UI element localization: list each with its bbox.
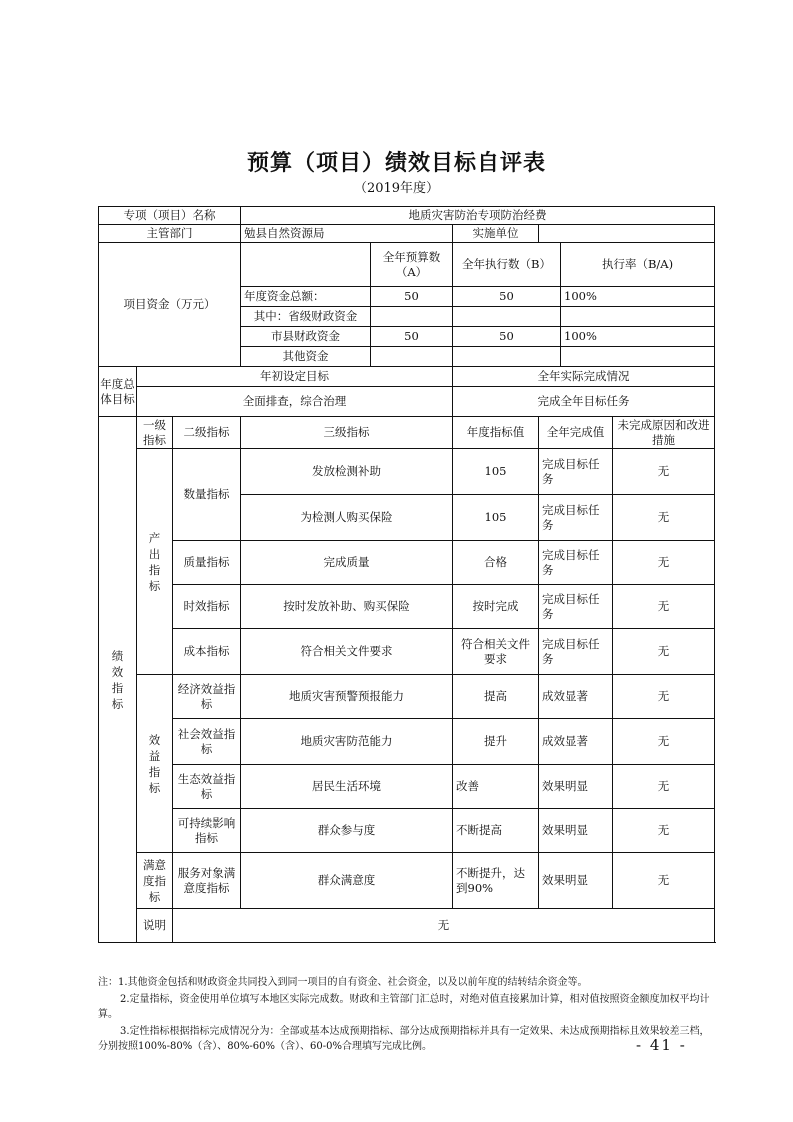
funds-col-budget: 全年预算数（A）	[371, 243, 453, 287]
indicator-row	[99, 765, 715, 809]
row-funds-header	[99, 243, 715, 287]
header-reason: 未完成原因和改进措施	[613, 417, 715, 449]
department-value: 勉县自然资源局	[241, 225, 453, 243]
header-level3: 三级指标	[241, 417, 453, 449]
indicator-target: 105	[453, 449, 539, 495]
funds-col-exec: 全年执行数（B）	[453, 243, 561, 287]
indicator-level3: 完成质量	[241, 541, 453, 585]
row-project-name	[99, 207, 715, 225]
indicator-level3: 按时发放补助、购买保险	[241, 585, 453, 629]
indicator-target: 提升	[453, 719, 539, 765]
funds-row-exec	[453, 347, 561, 367]
indicator-actual: 成效显著	[539, 675, 613, 719]
remark-label: 说明	[137, 909, 173, 943]
indicator-row	[99, 585, 715, 629]
indicator-level2: 经济效益指标	[173, 675, 241, 719]
indicator-reason: 无	[613, 629, 715, 675]
funds-row-rate	[561, 347, 715, 367]
indicator-level2: 可持续影响指标	[173, 809, 241, 853]
indicator-target: 提高	[453, 675, 539, 719]
indicator-level2: 生态效益指标	[173, 765, 241, 809]
funds-row-label: 其他资金	[241, 347, 371, 367]
indicator-level3: 居民生活环境	[241, 765, 453, 809]
funds-row-label: 市县财政资金	[241, 327, 371, 347]
implementing-unit-value	[539, 225, 715, 243]
funds-header-blank	[241, 243, 371, 287]
group-output-label: 产出指标	[137, 449, 173, 675]
indicator-reason: 无	[613, 719, 715, 765]
indicator-reason: 无	[613, 541, 715, 585]
indicator-row	[99, 541, 715, 585]
indicator-level2: 质量指标	[173, 541, 241, 585]
goal-set-value: 全面排查，综合治理	[137, 387, 453, 417]
indicator-level2: 数量指标	[173, 449, 241, 541]
indicator-target: 105	[453, 495, 539, 541]
indicator-level3: 地质灾害预警预报能力	[241, 675, 453, 719]
indicator-level3: 群众满意度	[241, 853, 453, 909]
indicator-reason: 无	[613, 809, 715, 853]
indicator-actual: 完成目标任务	[539, 541, 613, 585]
indicator-target: 不断提升，达到90%	[453, 853, 539, 909]
indicator-actual: 效果明显	[539, 853, 613, 909]
funds-col-rate: 执行率（B/A)	[561, 243, 715, 287]
funds-row-rate: 100%	[561, 287, 715, 307]
footnote-1: 注：1.其他资金包括和财政资金共同投入到同一项目的自有资金、社会资金，以及以前年度的结转结余资金等。	[98, 977, 588, 988]
implementing-unit-label: 实施单位	[453, 225, 539, 243]
footnotes	[98, 975, 718, 1056]
indicator-row	[99, 853, 715, 909]
indicator-row	[99, 629, 715, 675]
indicator-actual: 成效显著	[539, 719, 613, 765]
indicator-target: 不断提高	[453, 809, 539, 853]
indicator-level3: 为检测人购买保险	[241, 495, 453, 541]
footnote-3: 3.定性指标根据指标完成情况分为：全部或基本达成预期指标、部分达成预期指标并具有一定效果、未达成预期指标且效果较差三档，分别按照100%-80%（含）、80%-60%（含）、60-0%合理填写完成比例。	[98, 1026, 710, 1052]
indicator-actual: 完成目标任务	[539, 629, 613, 675]
indicator-level3: 群众参与度	[241, 809, 453, 853]
funds-row-budget: 50	[371, 327, 453, 347]
page-number: - 41 -	[636, 1036, 687, 1054]
indicator-target: 合格	[453, 541, 539, 585]
page-subtitle-year: （2019年度）	[353, 181, 440, 196]
funds-row-label: 其中：省级财政资金	[241, 307, 371, 327]
remark-value: 无	[173, 909, 715, 943]
group-satisfaction-label: 满意度指标	[137, 853, 173, 909]
indicator-reason: 无	[613, 495, 715, 541]
indicator-row	[99, 809, 715, 853]
indicator-row	[99, 675, 715, 719]
row-remark	[99, 909, 715, 943]
indicator-actual: 完成目标任务	[539, 495, 613, 541]
funds-row-rate	[561, 307, 715, 327]
row-goal-values	[99, 387, 715, 417]
funds-row-exec: 50	[453, 287, 561, 307]
row-department	[99, 225, 715, 243]
funds-row-budget	[371, 307, 453, 327]
indicator-reason: 无	[613, 675, 715, 719]
indicator-level2: 时效指标	[173, 585, 241, 629]
indicator-level3: 符合相关文件要求	[241, 629, 453, 675]
department-label: 主管部门	[99, 225, 241, 243]
indicator-actual: 完成目标任务	[539, 449, 613, 495]
goal-done-value: 完成全年目标任务	[453, 387, 715, 417]
header-target: 年度指标值	[453, 417, 539, 449]
indicator-reason: 无	[613, 765, 715, 809]
funds-row-label: 年度资金总额：	[241, 287, 371, 307]
row-goal-header	[99, 367, 715, 387]
funds-row-budget	[371, 347, 453, 367]
indicator-reason: 无	[613, 585, 715, 629]
indicator-reason: 无	[613, 853, 715, 909]
indicator-actual: 效果明显	[539, 809, 613, 853]
annual-goal-label: 年度总体目标	[99, 367, 137, 417]
indicator-target: 符合相关文件要求	[453, 629, 539, 675]
project-name-value: 地质灾害防治专项防治经费	[241, 207, 715, 225]
indicator-reason: 无	[613, 449, 715, 495]
funds-row-rate: 100%	[561, 327, 715, 347]
performance-table	[98, 206, 715, 943]
indicator-actual: 完成目标任务	[539, 585, 613, 629]
header-actual: 全年完成值	[539, 417, 613, 449]
indicator-target: 改善	[453, 765, 539, 809]
funds-row-budget: 50	[371, 287, 453, 307]
indicator-level3: 发放检测补助	[241, 449, 453, 495]
indicator-level2: 成本指标	[173, 629, 241, 675]
indicator-level2: 社会效益指标	[173, 719, 241, 765]
indicator-level3: 地质灾害防范能力	[241, 719, 453, 765]
indicator-actual: 效果明显	[539, 765, 613, 809]
indicator-target: 按时完成	[453, 585, 539, 629]
performance-indicators-label: 绩效指标	[99, 417, 137, 943]
funds-label: 项目资金（万元）	[99, 243, 241, 367]
footnote-2: 2.定量指标，资金使用单位填写本地区实际完成数。财政和主管部门汇总时，对绝对值直接累加计算，相对值按照资金额度加权平均计算。	[98, 994, 710, 1020]
indicator-row	[99, 719, 715, 765]
header-level1: 一级指标	[137, 417, 173, 449]
goal-col-set: 年初设定目标	[137, 367, 453, 387]
page-title: 预算（项目）绩效目标自评表	[246, 150, 546, 176]
indicator-level2: 服务对象满意度指标	[173, 853, 241, 909]
goal-col-done: 全年实际完成情况	[453, 367, 715, 387]
indicator-row	[99, 449, 715, 495]
funds-row-exec: 50	[453, 327, 561, 347]
row-perf-header	[99, 417, 715, 449]
funds-row-exec	[453, 307, 561, 327]
header-level2: 二级指标	[173, 417, 241, 449]
project-name-label: 专项（项目）名称	[99, 207, 241, 225]
group-benefit-label: 效益指标	[137, 675, 173, 853]
